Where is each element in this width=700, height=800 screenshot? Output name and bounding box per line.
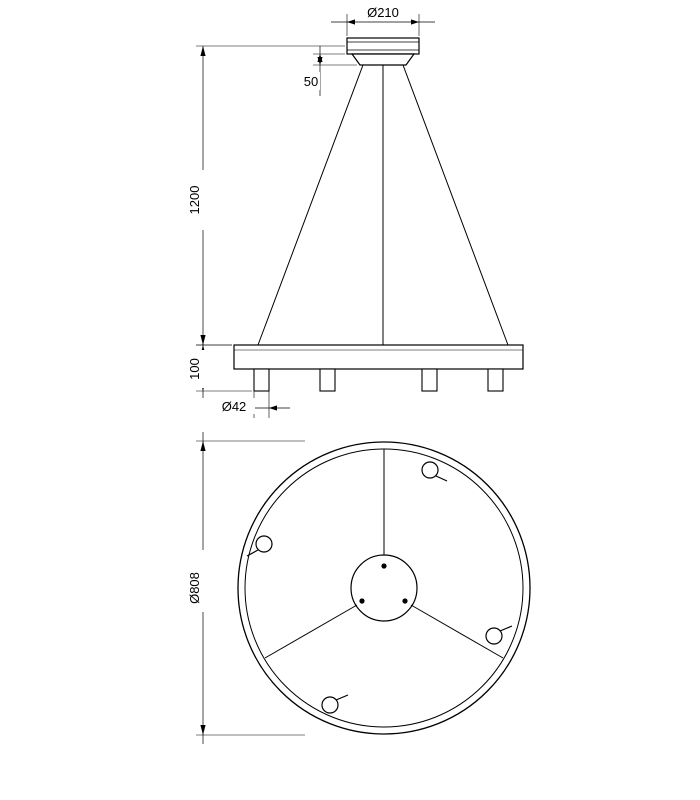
dimension-label-ring-diameter: Ø808 [187,572,202,604]
plan-view [187,432,530,744]
suspension-cables [258,65,508,345]
dimension-spot-diameter [213,391,290,418]
dimension-label-suspension-length: 1200 [187,185,202,215]
dimension-label-canopy-drop: 50 [303,74,319,89]
luminaire-body-section [234,345,523,369]
dimension-label-spot-diameter: Ø42 [221,399,247,414]
spot-heads [254,369,503,391]
front-elevation-view [187,5,523,418]
dimension-label-body-height: 100 [187,358,202,380]
dimension-canopy-diameter [331,5,435,36]
dimension-suspension-length [187,46,345,345]
ceiling-canopy [347,38,419,65]
dimension-label-canopy-diameter: Ø210 [367,5,399,20]
